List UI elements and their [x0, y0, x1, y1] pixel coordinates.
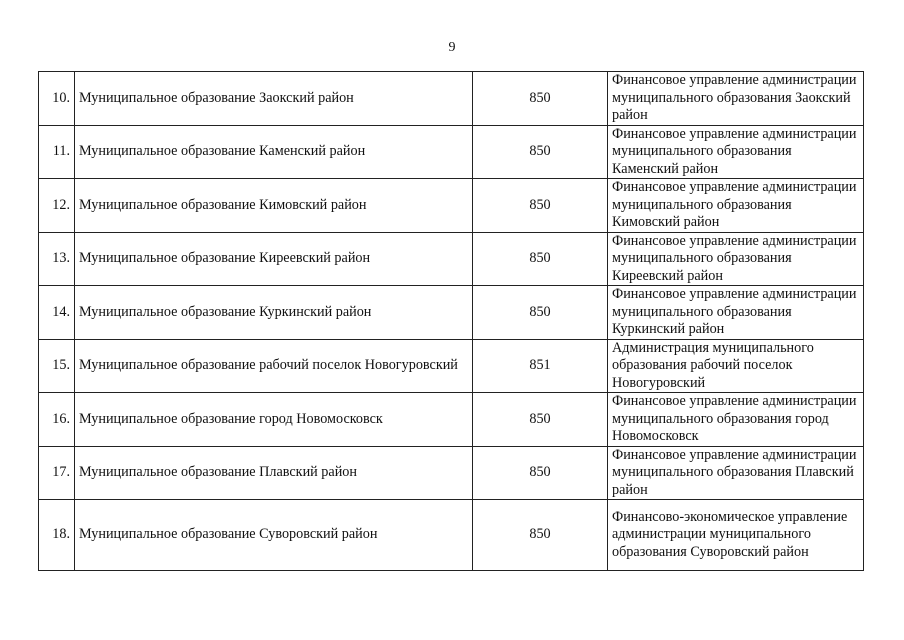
table-row: [39, 179, 864, 233]
municipality-name: Муниципальное образование Кимовский район: [75, 179, 473, 233]
administrator-org: Финансовое управление администрации муниципального образования Киреевский район: [608, 232, 864, 286]
table-row: [39, 339, 864, 393]
administrator-org: Финансовое управление администрации муниципального образования Заокский район: [608, 72, 864, 126]
admin-code: 850: [473, 179, 608, 233]
administrator-org: Финансовое управление администрации муниципального образования Каменский район: [608, 125, 864, 179]
admin-code: 850: [473, 125, 608, 179]
municipality-name: Муниципальное образование рабочий поселок Новогуровский: [75, 339, 473, 393]
row-number: 14.: [39, 286, 75, 340]
table-row: [39, 125, 864, 179]
admin-code: 851: [473, 339, 608, 393]
admin-code: 850: [473, 232, 608, 286]
row-number: 10.: [39, 72, 75, 126]
row-number: 11.: [39, 125, 75, 179]
admin-code: 850: [473, 286, 608, 340]
municipalities-table: [38, 71, 864, 571]
table-row: [39, 72, 864, 126]
row-number: 13.: [39, 232, 75, 286]
administrator-org: Финансово-экономическое управление администрации муниципального образования Суворовский район: [608, 500, 864, 571]
row-number: 16.: [39, 393, 75, 447]
municipality-name: Муниципальное образование Киреевский район: [75, 232, 473, 286]
table-row: [39, 500, 864, 571]
admin-code: 850: [473, 446, 608, 500]
row-number: 15.: [39, 339, 75, 393]
municipality-name: Муниципальное образование город Новомосковск: [75, 393, 473, 447]
administrator-org: Финансовое управление администрации муниципального образования Плавский район: [608, 446, 864, 500]
municipality-name: Муниципальное образование Заокский район: [75, 72, 473, 126]
municipality-name: Муниципальное образование Куркинский район: [75, 286, 473, 340]
table-row: [39, 393, 864, 447]
administrator-org: Финансовое управление администрации муниципального образования город Новомосковск: [608, 393, 864, 447]
admin-code: 850: [473, 72, 608, 126]
row-number: 18.: [39, 500, 75, 571]
table-row: [39, 446, 864, 500]
row-number: 17.: [39, 446, 75, 500]
administrator-org: Финансовое управление администрации муниципального образования Кимовский район: [608, 179, 864, 233]
administrator-org: Финансовое управление администрации муниципального образования Куркинский район: [608, 286, 864, 340]
administrator-org: Администрация муниципального образования рабочий поселок Новогуровский: [608, 339, 864, 393]
page-number: 9: [448, 40, 456, 55]
admin-code: 850: [473, 393, 608, 447]
row-number: 12.: [39, 179, 75, 233]
admin-code: 850: [473, 500, 608, 571]
table-row: [39, 286, 864, 340]
municipality-name: Муниципальное образование Каменский район: [75, 125, 473, 179]
table-row: [39, 232, 864, 286]
municipality-name: Муниципальное образование Плавский район: [75, 446, 473, 500]
municipality-name: Муниципальное образование Суворовский район: [75, 500, 473, 571]
